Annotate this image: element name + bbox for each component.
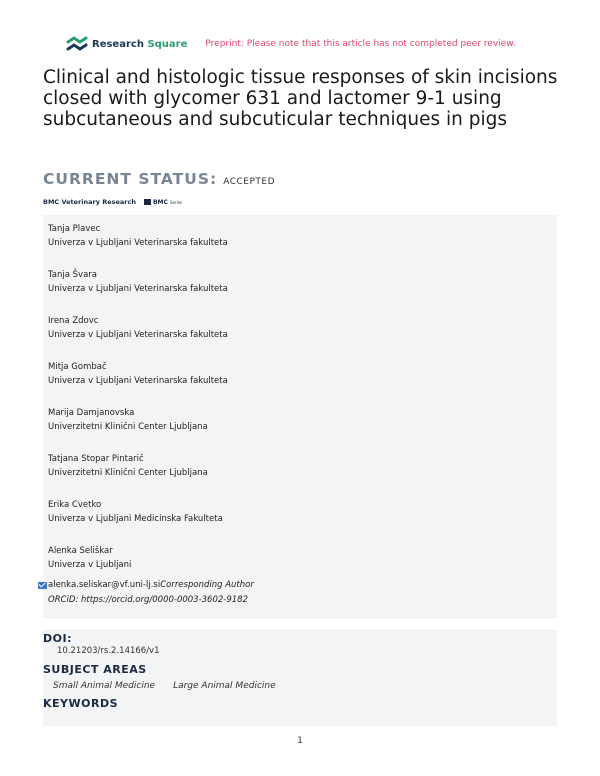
current-status (43, 170, 275, 188)
author-name: Tanja Plavec (48, 224, 101, 234)
article-metadata (43, 629, 557, 726)
author-entry (48, 360, 228, 388)
mail-icon[interactable] (38, 582, 47, 589)
keywords-heading: KEYWORDS (43, 697, 119, 710)
author-affiliation: Univerza v Ljubljani (48, 560, 132, 570)
research-square-logo-icon (66, 36, 88, 52)
author-affiliation: Univerza v Ljubljani Veterinarska fakulteta (48, 284, 228, 294)
status-label: CURRENT STATUS: (43, 170, 218, 188)
corresponding-author-label: Corresponding Author (160, 580, 254, 590)
page-header (66, 34, 546, 54)
corresponding-contact (48, 578, 254, 608)
author-entry (48, 544, 131, 572)
bmc-icon (144, 199, 151, 205)
doi-value[interactable]: 10.21203/rs.2.14166/v1 (57, 646, 160, 656)
subject-list (53, 681, 294, 691)
status-value: ACCEPTED (223, 177, 276, 187)
author-list (43, 215, 557, 619)
author-affiliation: Univerzitetni Klinični Center Ljubljana (48, 468, 208, 478)
author-entry (48, 452, 208, 480)
subject-item[interactable]: Small Animal Medicine (53, 681, 156, 691)
author-affiliation: Univerza v Ljubljani Veterinarska fakulteta (48, 376, 228, 386)
bmc-series-logo: BMC Series (144, 199, 182, 206)
subject-areas-heading: SUBJECT AREAS (43, 663, 147, 676)
author-entry (48, 406, 208, 434)
author-entry (48, 222, 228, 250)
orcid-link[interactable]: ORCiD: https://orcid.org/0000-0003-3602-9182 (48, 595, 248, 605)
author-name: Irena Zdovc (48, 316, 99, 326)
author-entry (48, 498, 223, 526)
journal-name: BMC Veterinary Research (43, 198, 136, 206)
author-affiliation: Univerza v Ljubljani Medicinska Fakulteta (48, 514, 223, 524)
logo-wordmark: Research Square (92, 38, 188, 50)
author-name: Alenka Seliškar (48, 546, 113, 556)
author-name: Tatjana Stopar Pintarič (48, 454, 144, 464)
preprint-notice: Preprint: Please note that this article has not completed peer review. (205, 39, 516, 49)
journal-line (43, 198, 182, 206)
author-affiliation: Univerzitetni Klinični Center Ljubljana (48, 422, 208, 432)
doi-heading: DOI: (43, 632, 72, 645)
author-affiliation: Univerza v Ljubljani Veterinarska fakulteta (48, 238, 228, 248)
author-name: Mitja Gombač (48, 362, 107, 372)
page-number: 1 (297, 736, 303, 746)
author-email[interactable]: alenka.seliskar@vf.uni-lj.si (48, 580, 161, 590)
author-name: Marija Damjanovska (48, 408, 135, 418)
author-entry (48, 314, 228, 342)
author-name: Erika Cvetko (48, 500, 102, 510)
article-title: Clinical and histologic tissue responses of skin incisions closed with glycomer 631 and lactomer 9-1 using subcutaneous and subcuticular techniques in pigs (43, 67, 558, 130)
author-entry (48, 268, 228, 296)
author-name: Tanja Švara (48, 270, 97, 280)
author-affiliation: Univerza v Ljubljani Veterinarska fakulteta (48, 330, 228, 340)
research-square-logo[interactable] (66, 36, 187, 52)
subject-item[interactable]: Large Animal Medicine (173, 681, 276, 691)
